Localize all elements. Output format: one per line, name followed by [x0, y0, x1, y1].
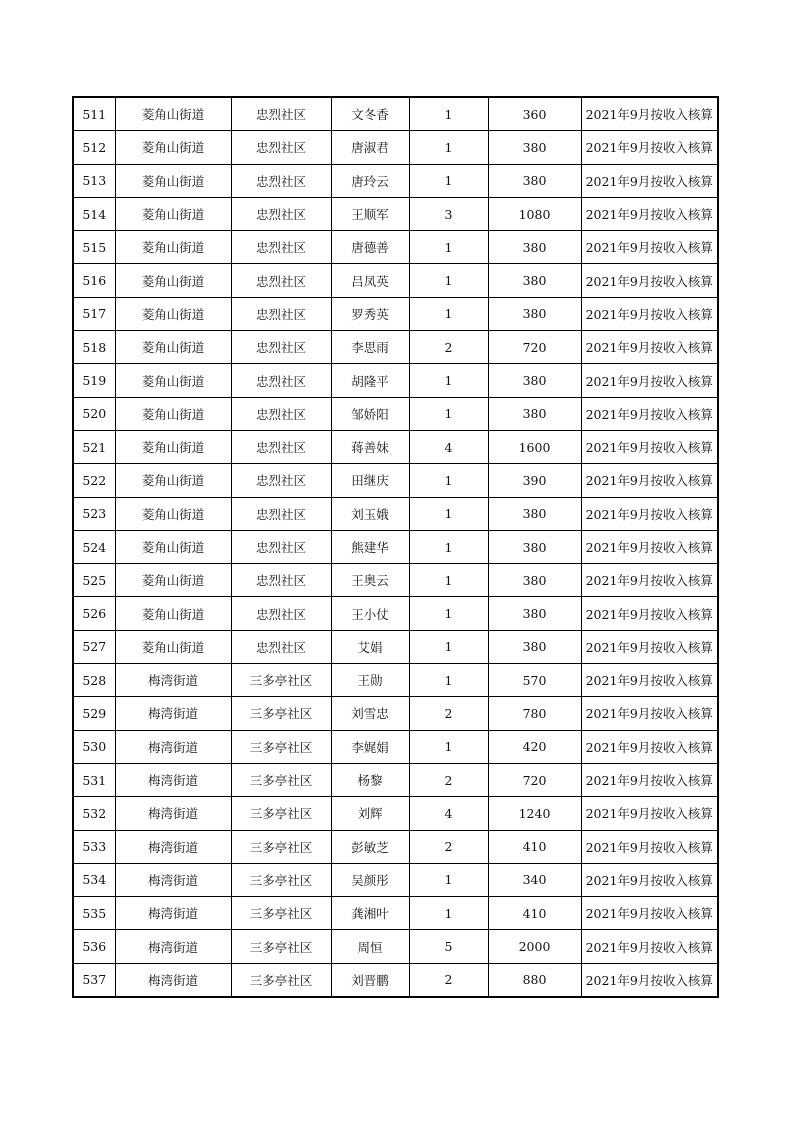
amount-cell: 1080 — [488, 197, 581, 230]
street-cell: 菱角山街道 — [115, 331, 231, 364]
table-row — [73, 131, 718, 164]
household-size-cell: 1 — [409, 297, 488, 330]
name-cell: 周恒 — [331, 930, 409, 963]
note-cell: 2021年9月按收入核算 — [581, 830, 718, 863]
household-size-cell: 1 — [409, 231, 488, 264]
name-cell: 田继庆 — [331, 464, 409, 497]
household-size-cell: 1 — [409, 97, 488, 131]
amount-cell: 410 — [488, 830, 581, 863]
row-number-cell: 534 — [73, 863, 115, 896]
household-size-cell: 1 — [409, 364, 488, 397]
amount-cell: 380 — [488, 630, 581, 663]
community-cell: 三多亭社区 — [231, 797, 331, 830]
note-cell: 2021年9月按收入核算 — [581, 497, 718, 530]
note-cell: 2021年9月按收入核算 — [581, 264, 718, 297]
street-cell: 梅湾街道 — [115, 730, 231, 763]
amount-cell: 380 — [488, 397, 581, 430]
street-cell: 菱角山街道 — [115, 297, 231, 330]
table-row — [73, 97, 718, 131]
table-row — [73, 464, 718, 497]
amount-cell: 1240 — [488, 797, 581, 830]
amount-cell: 380 — [488, 231, 581, 264]
name-cell: 蒋善妹 — [331, 430, 409, 463]
household-size-cell: 1 — [409, 730, 488, 763]
household-size-cell: 3 — [409, 197, 488, 230]
name-cell: 王小仗 — [331, 597, 409, 630]
amount-cell: 380 — [488, 597, 581, 630]
amount-cell: 720 — [488, 331, 581, 364]
household-size-cell: 1 — [409, 597, 488, 630]
community-cell: 三多亭社区 — [231, 730, 331, 763]
row-number-cell: 529 — [73, 697, 115, 730]
street-cell: 菱角山街道 — [115, 597, 231, 630]
household-size-cell: 2 — [409, 697, 488, 730]
row-number-cell: 517 — [73, 297, 115, 330]
name-cell: 李思雨 — [331, 331, 409, 364]
community-cell: 忠烈社区 — [231, 530, 331, 563]
table-row — [73, 830, 718, 863]
name-cell: 唐玲云 — [331, 164, 409, 197]
row-number-cell: 530 — [73, 730, 115, 763]
note-cell: 2021年9月按收入核算 — [581, 564, 718, 597]
household-size-cell: 5 — [409, 930, 488, 963]
name-cell: 吴颜彤 — [331, 863, 409, 896]
amount-cell: 380 — [488, 530, 581, 563]
household-size-cell: 1 — [409, 664, 488, 697]
row-number-cell: 523 — [73, 497, 115, 530]
name-cell: 杨黎 — [331, 763, 409, 796]
name-cell: 唐淑君 — [331, 131, 409, 164]
note-cell: 2021年9月按收入核算 — [581, 630, 718, 663]
household-size-cell: 1 — [409, 131, 488, 164]
table-row — [73, 297, 718, 330]
amount-cell: 570 — [488, 664, 581, 697]
amount-cell: 2000 — [488, 930, 581, 963]
row-number-cell: 520 — [73, 397, 115, 430]
amount-cell: 1600 — [488, 430, 581, 463]
street-cell: 梅湾街道 — [115, 930, 231, 963]
row-number-cell: 514 — [73, 197, 115, 230]
row-number-cell: 527 — [73, 630, 115, 663]
table-row — [73, 397, 718, 430]
community-cell: 忠烈社区 — [231, 231, 331, 264]
community-cell: 三多亭社区 — [231, 897, 331, 930]
name-cell: 文冬香 — [331, 97, 409, 131]
table-row — [73, 331, 718, 364]
table-row — [73, 497, 718, 530]
amount-cell: 360 — [488, 97, 581, 131]
community-cell: 三多亭社区 — [231, 963, 331, 997]
name-cell: 王顺军 — [331, 197, 409, 230]
community-cell: 忠烈社区 — [231, 564, 331, 597]
street-cell: 梅湾街道 — [115, 697, 231, 730]
table-row — [73, 730, 718, 763]
household-size-cell: 4 — [409, 797, 488, 830]
records-table — [72, 96, 719, 998]
community-cell: 三多亭社区 — [231, 863, 331, 896]
community-cell: 忠烈社区 — [231, 164, 331, 197]
note-cell: 2021年9月按收入核算 — [581, 364, 718, 397]
amount-cell: 410 — [488, 897, 581, 930]
row-number-cell: 526 — [73, 597, 115, 630]
community-cell: 忠烈社区 — [231, 197, 331, 230]
community-cell: 三多亭社区 — [231, 664, 331, 697]
name-cell: 刘玉娥 — [331, 497, 409, 530]
row-number-cell: 537 — [73, 963, 115, 997]
community-cell: 忠烈社区 — [231, 131, 331, 164]
name-cell: 龚湘叶 — [331, 897, 409, 930]
community-cell: 忠烈社区 — [231, 297, 331, 330]
row-number-cell: 532 — [73, 797, 115, 830]
household-size-cell: 2 — [409, 763, 488, 796]
household-size-cell: 1 — [409, 530, 488, 563]
community-cell: 忠烈社区 — [231, 397, 331, 430]
street-cell: 菱角山街道 — [115, 97, 231, 131]
household-size-cell: 1 — [409, 464, 488, 497]
community-cell: 忠烈社区 — [231, 597, 331, 630]
amount-cell: 390 — [488, 464, 581, 497]
note-cell: 2021年9月按收入核算 — [581, 397, 718, 430]
row-number-cell: 528 — [73, 664, 115, 697]
household-size-cell: 4 — [409, 430, 488, 463]
household-size-cell: 2 — [409, 963, 488, 997]
table-row — [73, 763, 718, 796]
community-cell: 忠烈社区 — [231, 97, 331, 131]
street-cell: 菱角山街道 — [115, 397, 231, 430]
amount-cell: 380 — [488, 364, 581, 397]
household-size-cell: 1 — [409, 164, 488, 197]
name-cell: 李娓娟 — [331, 730, 409, 763]
table-row — [73, 430, 718, 463]
household-size-cell: 1 — [409, 897, 488, 930]
name-cell: 胡隆平 — [331, 364, 409, 397]
street-cell: 菱角山街道 — [115, 231, 231, 264]
note-cell: 2021年9月按收入核算 — [581, 963, 718, 997]
household-size-cell: 1 — [409, 630, 488, 663]
table-row — [73, 897, 718, 930]
amount-cell: 340 — [488, 863, 581, 896]
community-cell: 三多亭社区 — [231, 763, 331, 796]
street-cell: 梅湾街道 — [115, 897, 231, 930]
community-cell: 忠烈社区 — [231, 331, 331, 364]
community-cell: 忠烈社区 — [231, 630, 331, 663]
row-number-cell: 524 — [73, 530, 115, 563]
street-cell: 梅湾街道 — [115, 797, 231, 830]
row-number-cell: 513 — [73, 164, 115, 197]
note-cell: 2021年9月按收入核算 — [581, 231, 718, 264]
table-row — [73, 164, 718, 197]
note-cell: 2021年9月按收入核算 — [581, 331, 718, 364]
name-cell: 熊建华 — [331, 530, 409, 563]
records-table-body — [73, 97, 718, 997]
household-size-cell: 2 — [409, 830, 488, 863]
community-cell: 三多亭社区 — [231, 697, 331, 730]
name-cell: 艾娟 — [331, 630, 409, 663]
table-row — [73, 664, 718, 697]
street-cell: 菱角山街道 — [115, 164, 231, 197]
note-cell: 2021年9月按收入核算 — [581, 197, 718, 230]
table-row — [73, 364, 718, 397]
community-cell: 忠烈社区 — [231, 497, 331, 530]
note-cell: 2021年9月按收入核算 — [581, 97, 718, 131]
community-cell: 忠烈社区 — [231, 430, 331, 463]
table-row — [73, 264, 718, 297]
row-number-cell: 522 — [73, 464, 115, 497]
row-number-cell: 536 — [73, 930, 115, 963]
amount-cell: 380 — [488, 297, 581, 330]
note-cell: 2021年9月按收入核算 — [581, 897, 718, 930]
name-cell: 刘辉 — [331, 797, 409, 830]
street-cell: 菱角山街道 — [115, 464, 231, 497]
community-cell: 三多亭社区 — [231, 830, 331, 863]
household-size-cell: 1 — [409, 564, 488, 597]
note-cell: 2021年9月按收入核算 — [581, 131, 718, 164]
amount-cell: 380 — [488, 131, 581, 164]
amount-cell: 380 — [488, 564, 581, 597]
amount-cell: 880 — [488, 963, 581, 997]
note-cell: 2021年9月按收入核算 — [581, 430, 718, 463]
name-cell: 罗秀英 — [331, 297, 409, 330]
community-cell: 三多亭社区 — [231, 930, 331, 963]
table-row — [73, 597, 718, 630]
table-row — [73, 963, 718, 997]
row-number-cell: 531 — [73, 763, 115, 796]
table-row — [73, 797, 718, 830]
table-row — [73, 197, 718, 230]
household-size-cell: 1 — [409, 397, 488, 430]
name-cell: 刘晋鹏 — [331, 963, 409, 997]
name-cell: 王勋 — [331, 664, 409, 697]
note-cell: 2021年9月按收入核算 — [581, 730, 718, 763]
street-cell: 菱角山街道 — [115, 497, 231, 530]
table-row — [73, 630, 718, 663]
note-cell: 2021年9月按收入核算 — [581, 763, 718, 796]
amount-cell: 380 — [488, 164, 581, 197]
name-cell: 吕凤英 — [331, 264, 409, 297]
note-cell: 2021年9月按收入核算 — [581, 930, 718, 963]
note-cell: 2021年9月按收入核算 — [581, 297, 718, 330]
table-row — [73, 231, 718, 264]
row-number-cell: 521 — [73, 430, 115, 463]
street-cell: 梅湾街道 — [115, 763, 231, 796]
note-cell: 2021年9月按收入核算 — [581, 863, 718, 896]
name-cell: 刘雪忠 — [331, 697, 409, 730]
household-size-cell: 1 — [409, 264, 488, 297]
row-number-cell: 535 — [73, 897, 115, 930]
name-cell: 邹娇阳 — [331, 397, 409, 430]
table-row — [73, 930, 718, 963]
table-row — [73, 530, 718, 563]
household-size-cell: 2 — [409, 331, 488, 364]
row-number-cell: 533 — [73, 830, 115, 863]
street-cell: 菱角山街道 — [115, 264, 231, 297]
street-cell: 梅湾街道 — [115, 863, 231, 896]
amount-cell: 380 — [488, 497, 581, 530]
community-cell: 忠烈社区 — [231, 464, 331, 497]
household-size-cell: 1 — [409, 863, 488, 896]
note-cell: 2021年9月按收入核算 — [581, 697, 718, 730]
street-cell: 菱角山街道 — [115, 131, 231, 164]
note-cell: 2021年9月按收入核算 — [581, 597, 718, 630]
street-cell: 梅湾街道 — [115, 830, 231, 863]
row-number-cell: 516 — [73, 264, 115, 297]
row-number-cell: 525 — [73, 564, 115, 597]
row-number-cell: 518 — [73, 331, 115, 364]
street-cell: 梅湾街道 — [115, 963, 231, 997]
table-row — [73, 697, 718, 730]
amount-cell: 420 — [488, 730, 581, 763]
row-number-cell: 519 — [73, 364, 115, 397]
amount-cell: 780 — [488, 697, 581, 730]
street-cell: 菱角山街道 — [115, 630, 231, 663]
table-row — [73, 863, 718, 896]
name-cell: 王奥云 — [331, 564, 409, 597]
community-cell: 忠烈社区 — [231, 364, 331, 397]
community-cell: 忠烈社区 — [231, 264, 331, 297]
street-cell: 菱角山街道 — [115, 530, 231, 563]
household-size-cell: 1 — [409, 497, 488, 530]
name-cell: 彭敏芝 — [331, 830, 409, 863]
table-row — [73, 564, 718, 597]
street-cell: 菱角山街道 — [115, 364, 231, 397]
note-cell: 2021年9月按收入核算 — [581, 664, 718, 697]
row-number-cell: 511 — [73, 97, 115, 131]
amount-cell: 720 — [488, 763, 581, 796]
row-number-cell: 512 — [73, 131, 115, 164]
note-cell: 2021年9月按收入核算 — [581, 464, 718, 497]
note-cell: 2021年9月按收入核算 — [581, 164, 718, 197]
note-cell: 2021年9月按收入核算 — [581, 530, 718, 563]
street-cell: 梅湾街道 — [115, 664, 231, 697]
street-cell: 菱角山街道 — [115, 430, 231, 463]
name-cell: 唐德善 — [331, 231, 409, 264]
street-cell: 菱角山街道 — [115, 197, 231, 230]
row-number-cell: 515 — [73, 231, 115, 264]
street-cell: 菱角山街道 — [115, 564, 231, 597]
note-cell: 2021年9月按收入核算 — [581, 797, 718, 830]
amount-cell: 380 — [488, 264, 581, 297]
